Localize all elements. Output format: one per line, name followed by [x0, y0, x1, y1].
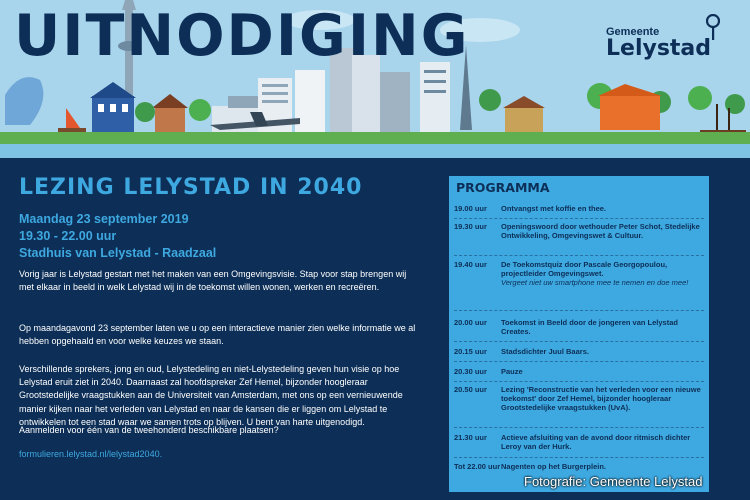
divider	[454, 361, 704, 362]
signup-link[interactable]: formulieren.lelystad.nl/lelystad2040.	[19, 449, 163, 459]
programma-desc-text: De Toekomstquiz door Pascale Georgopoulou, projectleider Omgevingswet.	[501, 260, 668, 278]
divider	[454, 310, 704, 311]
programma-desc: Stadsdichter Juul Baars.	[501, 347, 589, 356]
event-time: 19.30 - 22.00 uur	[19, 229, 117, 243]
programma-desc: Openingswoord door wethouder Peter Schot, Stedelijke Ontwikkeling, Omgevingswet & Cultuur.	[501, 222, 700, 240]
programma-time: 19.00 uur	[454, 204, 487, 213]
logo-small-text: Gemeente	[606, 26, 660, 38]
logo-mark-icon	[706, 14, 720, 42]
programma-time: 20.15 uur	[454, 347, 487, 356]
programma-desc	[501, 260, 701, 287]
programma-time: 19.30 uur	[454, 222, 487, 231]
programma-desc: Nagenten op het Burgerplein.	[501, 462, 607, 471]
divider	[454, 218, 704, 219]
programma-note: Vergeet niet uw smartphone mee te nemen en doe mee!	[501, 278, 689, 287]
evening-paragraph: Op maandagavond 23 september laten we u op een interactieve manier zien welke informatie we al hebben opgehaald en voor welke keuzes we staan.	[19, 323, 416, 347]
programma-time: 20.00 uur	[454, 318, 487, 327]
divider	[454, 381, 704, 382]
programma-time: Tot 22.00 uur	[454, 462, 501, 471]
event-date: Maandag 23 september 2019	[19, 212, 189, 226]
programma-panel	[449, 176, 709, 492]
programma-time: 20.50 uur	[454, 385, 487, 394]
event-title: LEZING LELYSTAD IN 2040	[19, 175, 363, 200]
divider	[454, 255, 704, 256]
programma-desc: Toekomst in Beeld door de jongeren van Lelystad Creates.	[501, 318, 678, 336]
programma-title: PROGRAMMA	[456, 180, 550, 195]
intro-paragraph: Vorig jaar is Lelystad gestart met het maken van een Omgevingsvisie. Stap voor stap brengen wij met elkaar in beeld in welk Lelystad wij in de toekomst willen wonen, werken en recreëren.	[19, 269, 407, 293]
programma-desc: Ontvangst met koffie en thee.	[501, 204, 607, 213]
signup-paragraph: Aanmelden voor één van de tweehonderd beschikbare plaatsen?	[19, 425, 279, 435]
divider	[454, 341, 704, 342]
event-venue: Stadhuis van Lelystad - Raadzaal	[19, 246, 217, 260]
gemeente-lelystad-logo	[606, 14, 726, 64]
programma-desc: Actieve afsluiting van de avond door ritmisch dichter Leroy van der Hurk.	[501, 433, 691, 451]
programma-desc: Lezing 'Reconstructie van het verleden voor een nieuwe toekomst' door Zef Hemel, bijzonder hoogleraar Grootstedelijke vraagstukken (UvA).	[501, 385, 701, 412]
invitation-title: UITNODIGING	[14, 3, 470, 69]
programma-time: 20.30 uur	[454, 367, 487, 376]
divider	[454, 427, 704, 428]
header-banner	[0, 0, 750, 158]
speakers-paragraph: Verschillende sprekers, jong en oud, Lelystedeling en niet-Lelystedeling geven hun visie op hoe Lelystad eruit ziet in 2040. Daarnaast zal hoofdspreker Zef Hemel, bijzonder hoogleraar Grootstedelijke vraagstukken aan de Universiteit van Amsterdam, met ons op een vernieuwende manier kijken naar het verleden van Lelystad en naar de kansen die er liggen om Lelystad te ontwikkelen tot een stad waar we samen trots op blijven. U bent van harte uitgenodigd.	[19, 364, 403, 427]
programma-time: 19.40 uur	[454, 260, 487, 269]
logo-big-text: Lelystad	[606, 36, 712, 61]
programma-desc: Pauze	[501, 367, 523, 376]
divider	[454, 457, 704, 458]
photo-credit: Fotografie: Gemeente Lelystad	[524, 474, 703, 489]
programma-time: 21.30 uur	[454, 433, 487, 442]
